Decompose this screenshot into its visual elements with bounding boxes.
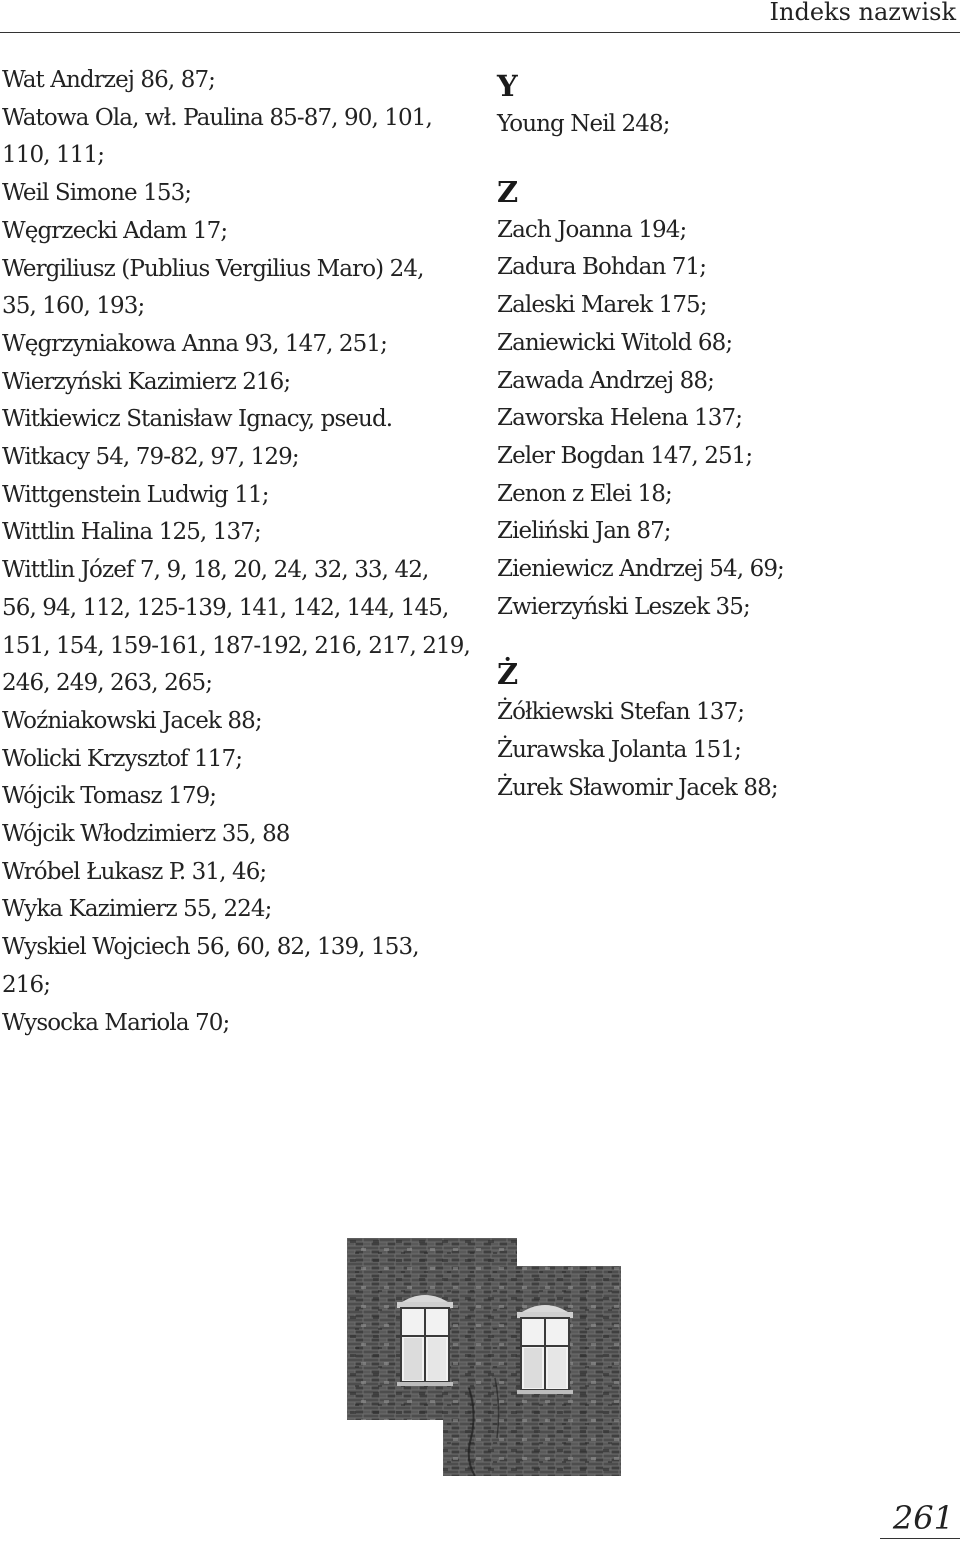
index-entry: Wróbel Łukasz P. 31, 46; (2, 858, 267, 885)
index-entry: Wójcik Tomasz 179; (2, 783, 217, 810)
index-section (497, 66, 957, 144)
section-letter: Y (497, 69, 518, 103)
index-entry: Zach Joanna 194; (497, 216, 687, 243)
section-letter: Ż (497, 657, 519, 692)
index-entry: Zadura Bohdan 71; (497, 254, 707, 281)
index-entry: 110, 111; (2, 142, 105, 169)
index-entry: 246, 249, 263, 265; (2, 670, 213, 697)
window-right (517, 1305, 573, 1394)
index-entry: Zieliński Jan 87; (497, 518, 671, 545)
index-entry: Żurek Sławomir Jacek 88; (497, 774, 778, 801)
index-entry: Wójcik Włodzimierz 35, 88 (2, 821, 290, 848)
index-entry: 151, 154, 159-161, 187-192, 216, 217, 219, (2, 632, 470, 659)
index-section (497, 654, 957, 807)
index-entry: Woźniakowski Jacek 88; (2, 707, 262, 734)
index-entry: Zwierzyński Leszek 35; (497, 593, 750, 620)
index-entry: Zaniewicki Witold 68; (497, 329, 733, 356)
index-entry: Węgrzecki Adam 17; (2, 217, 228, 244)
section-letter: Z (497, 174, 519, 209)
running-header-title: Indeks nazwisk (769, 0, 956, 26)
index-entry: Zieniewicz Andrzej 54, 69; (497, 556, 784, 583)
index-entry: Zeler Bogdan 147, 251; (497, 442, 753, 469)
index-entry: Żurawska Jolanta 151; (497, 737, 741, 764)
index-entry: Weil Simone 153; (2, 180, 192, 207)
header-rule (0, 32, 960, 33)
page-number-rule (880, 1538, 960, 1539)
index-column-right (497, 66, 957, 836)
index-entry: Zawada Andrzej 88; (497, 367, 714, 394)
index-entry: Zaleski Marek 175; (497, 292, 707, 319)
index-entry: Wergiliusz (Publius Vergilius Maro) 24, (2, 255, 424, 282)
index-column-left (2, 62, 472, 1042)
index-entry: Wittlin Józef 7, 9, 18, 20, 24, 32, 33, 42, (2, 557, 429, 584)
page-number: 261 (892, 1499, 954, 1537)
index-section (497, 172, 957, 627)
index-entry: Wysocka Mariola 70; (2, 1009, 230, 1036)
index-entry: Wolicki Krzysztof 117; (2, 745, 243, 772)
index-entry: Żółkiewski Stefan 137; (497, 699, 745, 726)
index-entry: Young Neil 248; (497, 111, 670, 137)
index-entry: 216; (2, 971, 51, 998)
index-entry: Wyskiel Wojciech 56, 60, 82, 139, 153, (2, 934, 419, 961)
index-entry: Węgrzyniakowa Anna 93, 147, 251; (2, 330, 387, 357)
index-entry: Witkiewicz Stanisław Ignacy, pseud. (2, 406, 393, 433)
index-entry: 56, 94, 112, 125-139, 141, 142, 144, 145, (2, 594, 449, 621)
index-entry: Wittgenstein Ludwig 11; (2, 481, 269, 508)
brick-wall-windows-photo (347, 1238, 621, 1476)
index-entry: Zaworska Helena 137; (497, 405, 743, 432)
index-entry: 35, 160, 193; (2, 293, 145, 320)
index-entry: Wierzyński Kazimierz 216; (2, 368, 291, 395)
index-entry: Witkacy 54, 79-82, 97, 129; (2, 444, 299, 471)
window-left (397, 1295, 453, 1386)
index-entry: Wyka Kazimierz 55, 224; (2, 896, 272, 923)
index-entry: Wat Andrzej 86, 87; (2, 67, 216, 93)
index-entry: Wittlin Halina 125, 137; (2, 519, 261, 546)
index-entry: Zenon z Elei 18; (497, 480, 672, 507)
index-entry: Watowa Ola, wł. Paulina 85-87, 90, 101, (2, 104, 432, 131)
